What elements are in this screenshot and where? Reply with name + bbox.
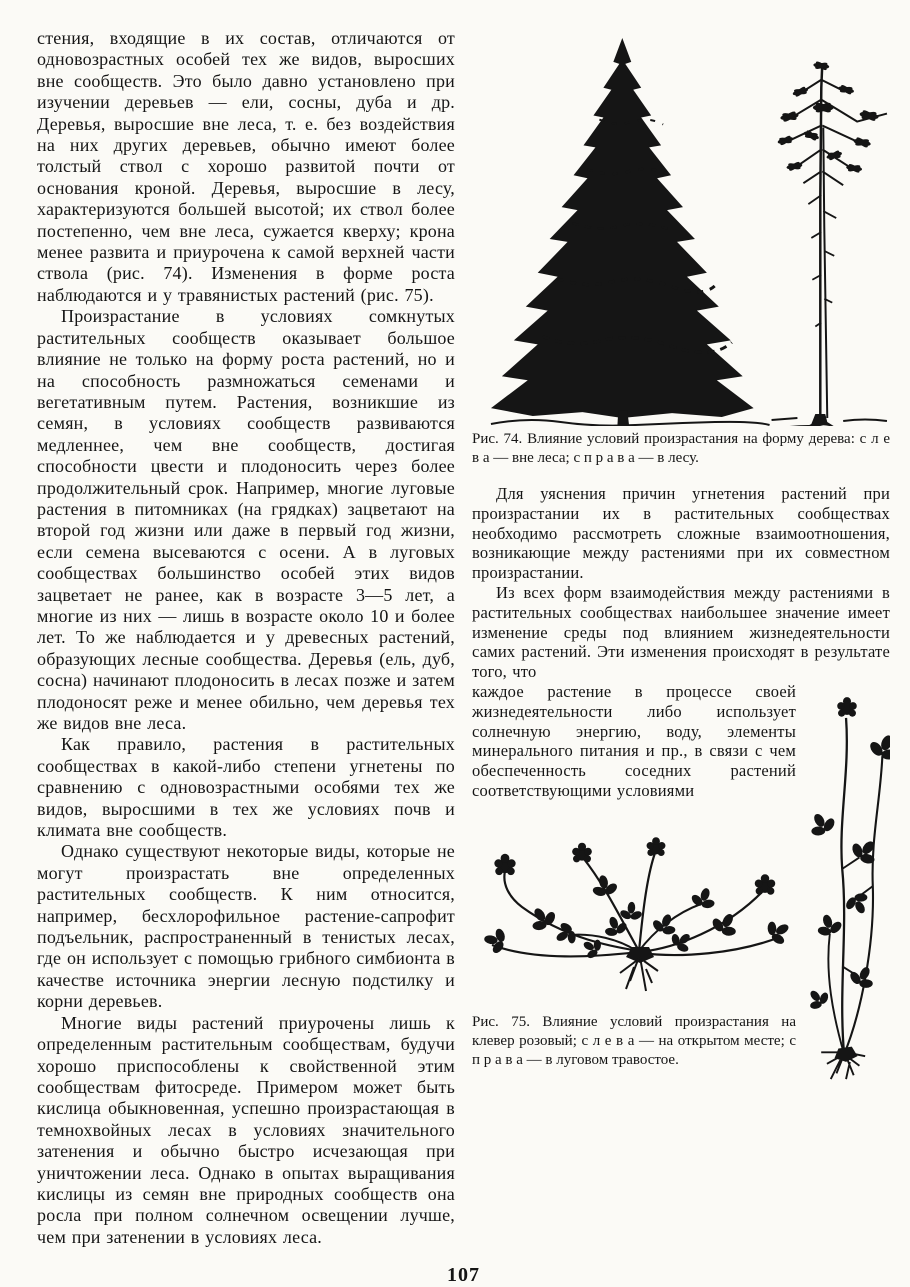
figure-74-caption: Рис. 74. Влияние условий произрастания на форму дерева: с л е в а — вне леса; с п р а в а — в лесу. bbox=[472, 431, 890, 466]
paragraph: Как правило, растения в растительных сообществах в какой-либо степени угнетены по сравнению с одновозрастными особями тех же видов, выросшими в тех же условиях почв и климата вне сообществ. bbox=[37, 734, 455, 841]
paragraph: Для уяснения причин угнетения растений при произрастании их в растительных сообществах необходимо рассмотреть сложные взаимоотношения, возникающие между растениями при их совместном произрастании. bbox=[472, 484, 890, 583]
text-columns bbox=[37, 28, 890, 1248]
paragraph: каждое растение в процессе своей жизнедеятельности либо использует солнечную энергию, воду, элементы минерального питания и пр., в связи с чем обеспеченность соседних растений соответствующими условиями bbox=[472, 681, 796, 800]
clover-meadow-illustration bbox=[804, 684, 890, 1092]
trees-illustration bbox=[472, 28, 890, 426]
paragraph: Из всех форм взаимодействия между растениями в растительных сообществах наибольшее значение имеет изменение среды под влиянием жизнедеятельности самих растений. Эти изменения происходят в результате того, что bbox=[472, 582, 890, 682]
figure-74 bbox=[472, 28, 890, 468]
page-number: 107 bbox=[447, 1264, 480, 1287]
left-column bbox=[37, 28, 455, 1248]
figure-75 bbox=[472, 682, 890, 1070]
right-column bbox=[472, 28, 890, 1248]
paragraph: Многие виды растений приурочены лишь к определенным растительным сообществам, будучи хорошо приспособлены к свойственной этим сообществам фитосреде. Примером может быть кислица обыкновенная, успешно произрастающая в темнохвойных лесах в условиях значительного затенения и обычно быстро исчезающая при уничтожении леса. Однако в опытах выращивания кислицы из семян вне природных сообществ она росла при полном солнечном освещении лучше, чем при затенении в условиях леса. bbox=[37, 1012, 455, 1247]
clover-open-place-illustration bbox=[474, 811, 796, 1007]
paragraph: Произрастание в условиях сомкнутых растительных сообществ оказывает большое влияние не только на форму роста растений, но и на способность размножаться семенами и вегетативным путем. Растения, возникшие из семян, в условиях сообществ развиваются медленнее, чем вне сообществ, достигая способности цвести и плодоносить через более продолжительный срок. Например, многие луговые растения в питомниках (на грядках) зацветают на второй год жизни или даже в первый год жизни, если семена высеваются с осени. А в луговых сообществах большинство особей этих видов зацветает не ранее, как в возрасте 3—5 лет, а многие из них — лишь в возрасте около 10 и более лет. То же наблюдается и у древесных растений, образующих лесные сообщества. Деревья (ель, дуб, сосна) начинают плодоносить в лесах позже и затем плодоносят реже и менее обильно, чем деревья тех же видов вне леса. bbox=[37, 306, 455, 733]
paragraph: Однако существуют некоторые виды, которые не могут произрастать вне определенных растительных сообществ. К ним относится, например, бесхлорофильное растение-сапрофит подъельник, распространенный в тенистых лесах, где он использует с помощью грибного симбионта в качестве источника энергии лесную подстилку и корни деревьев. bbox=[37, 841, 455, 1012]
figure-75-caption: Рис. 75. Влияние условий произрастания на клевер розовый; с л е в а — на открытом месте; с п р а в а — в луговом травостое. bbox=[472, 1013, 796, 1068]
paragraph: стения, входящие в их состав, отличаются от одновозрастных особей тех же видов, выросших вне сообществ. Это было давно установлено при изучении деревьев — ели, сосны, дуба и др. Деревья, выросшие вне леса, т. е. без воздействия на них других деревьев, обычно имеют более толстый ствол с хорошо развитой почти от основания кроной. Деревья, выросшие в лесу, характеризуются большей высотой; их ствол более постепенно, чем вне леса, сужается кверху; крона менее развита и приурочена к самой верхней части ствола (рис. 74). Изменения в форме роста наблюдаются и у травянистых растений (рис. 75). bbox=[37, 28, 455, 305]
